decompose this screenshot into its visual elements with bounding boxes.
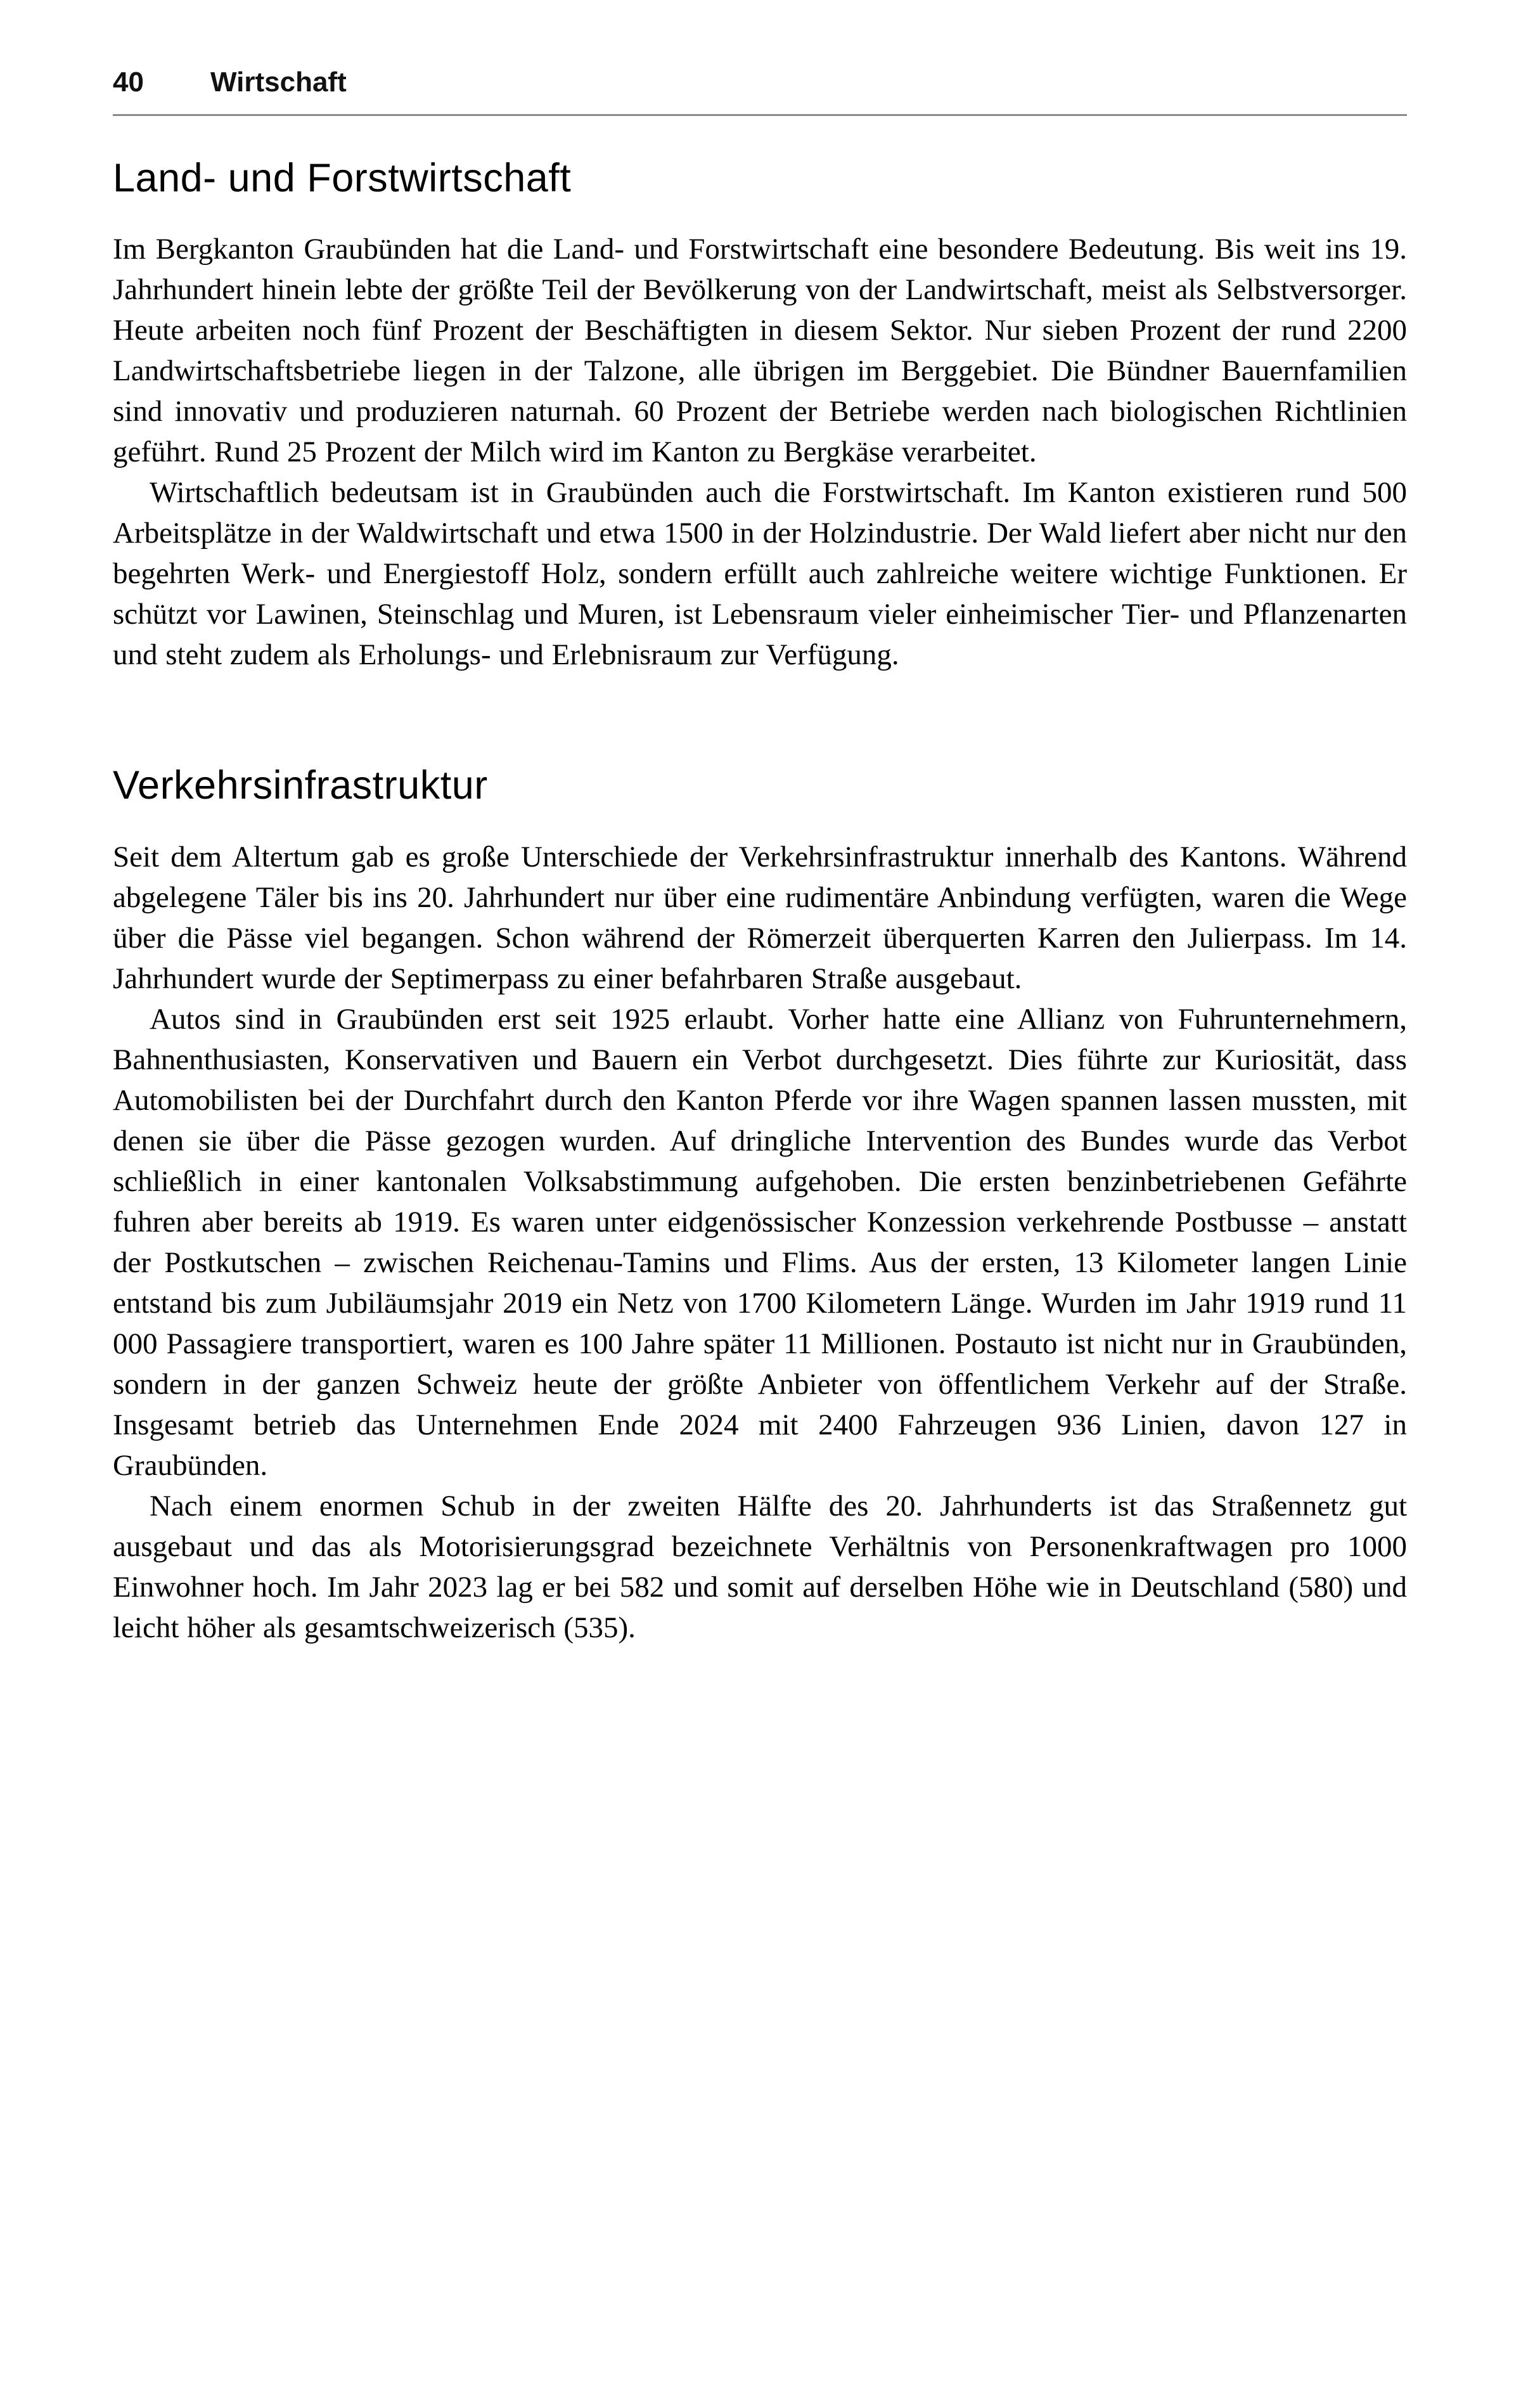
paragraph: Nach einem enormen Schub in der zweiten Hälfte des 20. Jahrhunderts ist das Straßennetz gut ausgebaut und das als Motorisierungsgrad bezeichnete Verhältnis von Personenkraftwagen pro 1000 Einwohner hoch. Im Jahr 2023 lag er bei 582 und somit auf derselben Höhe wie in Deutschland (580) und leicht höher als gesamtschweizerisch (535).: [113, 1489, 1407, 1644]
header-rule: [113, 114, 1407, 116]
paragraph: Autos sind in Graubünden erst seit 1925 erlaubt. Vorher hatte eine Allianz von Fuhrunternehmern, Bahnenthusiasten, Konservativen und Bauern ein Verbot durchgesetzt. Dies führte zur Kuriosität, dass Automobilisten bei der Durchfahrt durch den Kanton Pferde vor ihre Wagen spannen lassen mussten, mit denen sie über die Pässe gezogen wurden. Auf dringliche Intervention des Bundes wurde das Verbot schließlich in einer kantonalen Volksabstimmung aufgehoben. Die ersten benzinbetriebenen Gefährte fuhren aber bereits ab 1919. Es waren unter eidgenössischer Konzession verkehrende Postbusse – anstatt der Postkutschen – zwischen Reichenau-Tamins und Flims. Aus der ersten, 13 Kilometer langen Linie entstand bis zum Jubiläumsjahr 2019 ein Netz von 1700 Kilometern Länge. Wurden im Jahr 1919 rund 11 000 Passagiere transportiert, waren es 100 Jahre später 11 Millionen. Postauto ist nicht nur in Graubünden, sondern in der ganzen Schweiz heute der größte Anbieter von öffentlichem Verkehr auf der Straße. Insgesamt betrieb das Unternehmen Ende 2024 mit 2400 Fahrzeugen 936 Linien, davon 127 in Graubünden.: [113, 1002, 1407, 1482]
section-land-und-forstwirtschaft: [113, 155, 1407, 675]
section-verkehrsinfrastruktur: [113, 763, 1407, 1647]
section-heading-verkehrsinfrastruktur: Verkehrsinfrastruktur: [113, 763, 488, 808]
paragraph: Seit dem Altertum gab es große Unterschiede der Verkehrsinfrastruktur innerhalb des Kantons. Während abgelegene Täler bis ins 20. Jahrhundert nur über eine rudimentäre Anbindung verfügten, waren die Wege über die Pässe viel begangen. Schon während der Römerzeit überquerten Karren den Julierpass. Im 14. Jahrhundert wurde der Septimerpass zu einer befahrbaren Straße ausgebaut.: [113, 840, 1407, 995]
paragraph: Im Bergkanton Graubünden hat die Land- und Forstwirtschaft eine besondere Bedeutung. Bis weit ins 19. Jahrhundert hinein lebte der größte Teil der Bevölkerung von der Landwirtschaft, meist als Selbstversorger. Heute arbeiten noch fünf Prozent der Beschäftigten in diesem Sektor. Nur sieben Prozent der rund 2200 Landwirtschaftsbetriebe liegen in der Talzone, alle übrigen im Berggebiet. Die Bündner Bauernfamilien sind innovativ und produzieren naturnah. 60 Prozent der Betriebe werden nach biologischen Richtlinien geführt. Rund 25 Prozent der Milch wird im Kanton zu Bergkäse verarbeitet.: [113, 233, 1407, 469]
section-heading-land-und-forstwirtschaft: Land- und Forstwirtschaft: [113, 156, 572, 200]
page-header: [113, 68, 1407, 96]
paragraph: Wirtschaftlich bedeutsam ist in Graubünden auch die Forstwirtschaft. Im Kanton existieren rund 500 Arbeitsplätze in der Waldwirtschaft und etwa 1500 in der Holzindustrie. Der Wald liefert aber nicht nur den begehrten Werk- und Energiestoff Holz, sondern erfüllt auch zahlreiche weitere wichtige Funktionen. Er schützt vor Lawinen, Steinschlag und Muren, ist Lebensraum vieler einheimischer Tier- und Pflanzenarten und steht zudem als Erholungs- und Erlebnisraum zur Verfügung.: [113, 476, 1407, 672]
page-number: 40: [113, 67, 144, 98]
chapter-title: Wirtschaft: [210, 67, 347, 98]
